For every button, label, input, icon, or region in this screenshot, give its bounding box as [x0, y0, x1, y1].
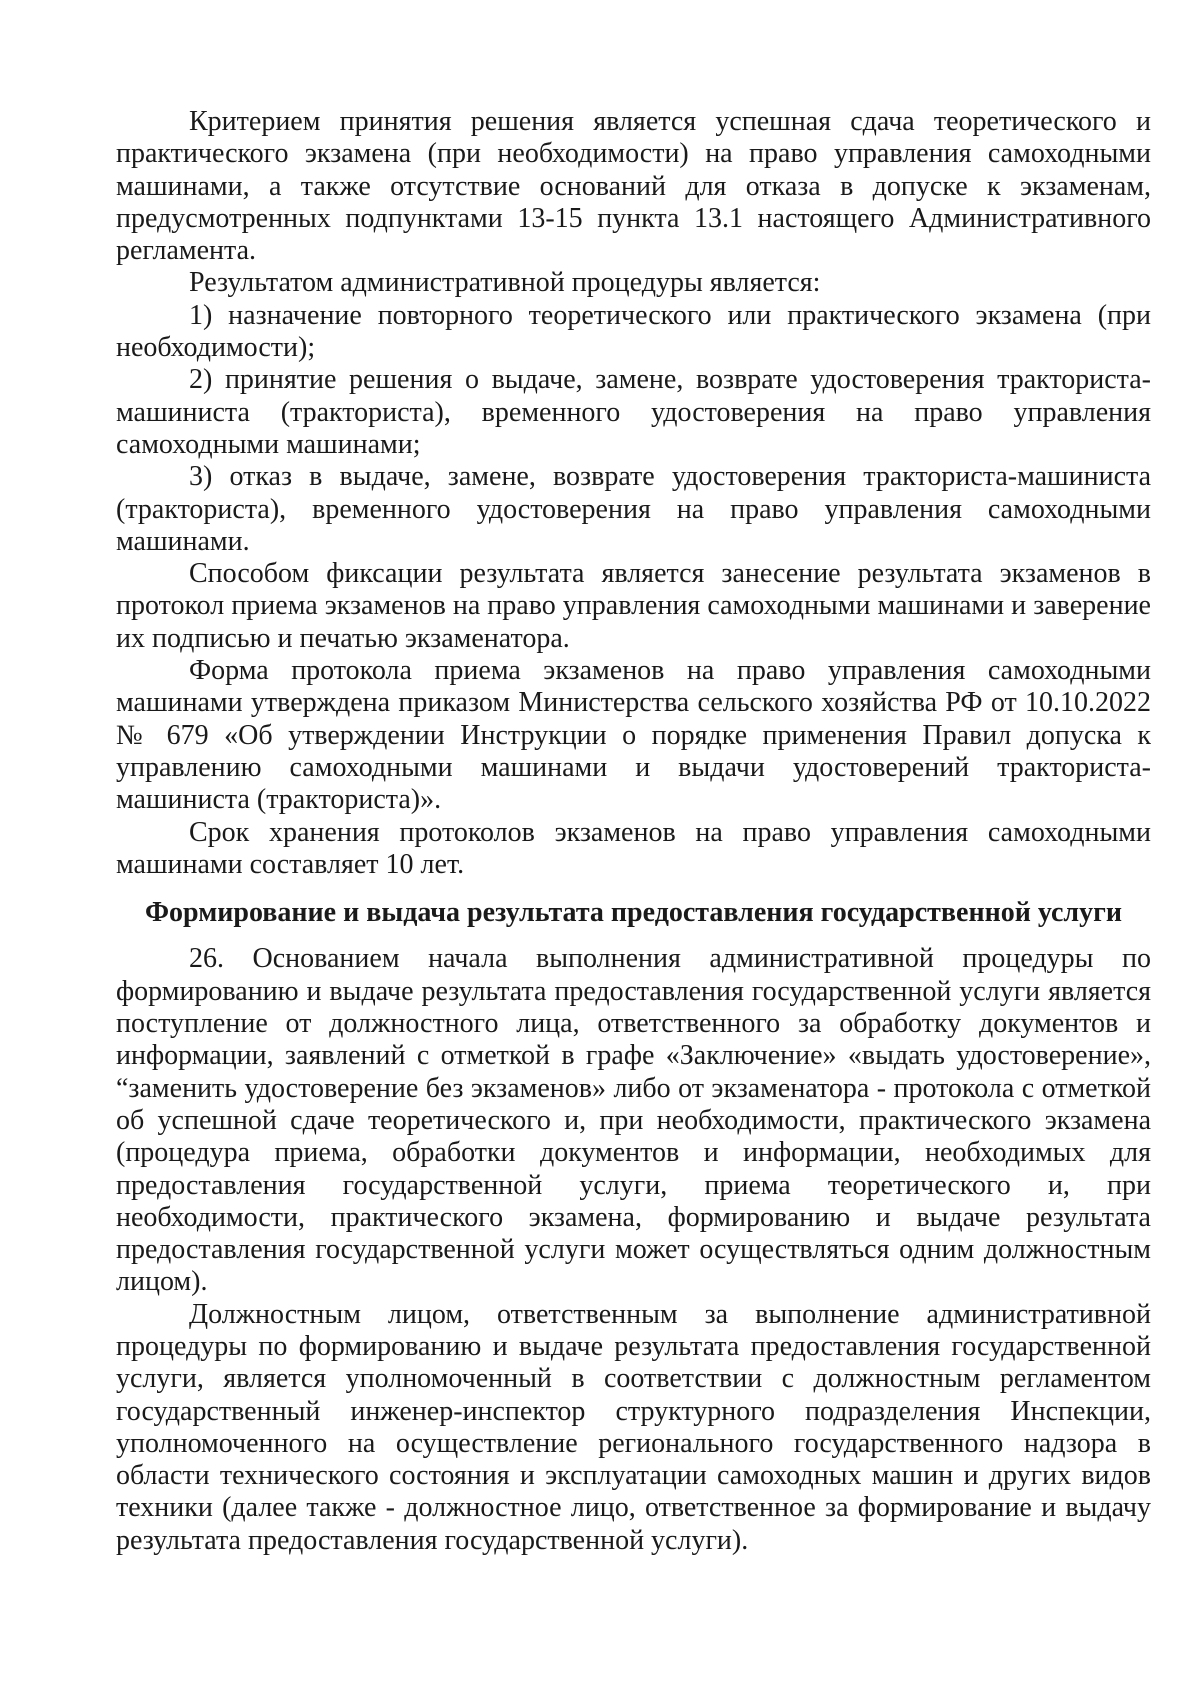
- paragraph-recording-method: Способом фиксации результата является занесение результата экзаменов в протокол приема экзаменов на право управления самоходными машинами и заверение их подписью и печатью экзаменатора.: [116, 558, 1151, 654]
- section-heading: Формирование и выдача результата предоставления государственной услуги: [145, 897, 1122, 929]
- list-item-result-2: 2) принятие решения о выдаче, замене, возврате удостоверения тракториста-машиниста (тракториста), временного удостоверения на право управления самоходными машинами;: [116, 364, 1151, 460]
- list-item-result-3: 3) отказ в выдаче, замене, возврате удостоверения тракториста-машиниста (тракториста), временного удостоверения на право управления самоходными машинами.: [116, 461, 1151, 557]
- paragraph-26-basis: 26. Основанием начала выполнения административной процедуры по формированию и выдаче результата предоставления государственной услуги является поступление от должностного лица, ответственного за обработку документов и информации, заявлений с отметкой в графе «Заключение» «выдать удостоверение», “заменить удостоверение без экзаменов» либо от экзаменатора - протокола с отметкой об успешной сдаче теоретического и, при необходимости, практического экзамена (процедура приема, обработки документов и информации, необходимых для предоставления государственной услуги, приема теоретического и, при необходимости, практического экзамена, формированию и выдаче результата предоставления государственной услуги может осуществляться одним должностным лицом).: [116, 943, 1151, 1298]
- paragraph-procedure-result: Результатом административной процедуры является:: [189, 267, 821, 299]
- paragraph-storage-period: Срок хранения протоколов экзаменов на право управления самоходными машинами составляет 10 лет.: [116, 816, 1151, 880]
- document-page: [116, 106, 1151, 1557]
- list-item-result-1: 1) назначение повторного теоретического или практического экзамена (при необходимости);: [116, 299, 1151, 364]
- paragraph-responsible-official: Должностным лицом, ответственным за выполнение административной процедуры по формированию и выдаче результата предоставления государственной услуги, является уполномоченный в соответствии с должностным регламентом государственный инженер-инспектор структурного подразделения Инспекции, уполномоченного на осуществление регионального государственного надзора в области технического состояния и эксплуатации самоходных машин и других видов техники (далее также - должностное лицо, ответственное за формирование и выдачу результата предоставления государственной услуги).: [116, 1298, 1151, 1556]
- paragraph-protocol-form: Форма протокола приема экзаменов на право управления самоходными машинами утверждена приказом Министерства сельского хозяйства РФ от 10.10.2022 № 679 «Об утверждении Инструкции о порядке применения Правил допуска к управлению самоходными машинами и выдачи удостоверений тракториста-машиниста (тракториста)».: [116, 655, 1151, 816]
- paragraph-decision-criterion: Критерием принятия решения является успешная сдача теоретического и практического экзамена (при необходимости) на право управления самоходными машинами, а также отсутствие оснований для отказа в допуске к экзаменам, предусмотренных подпунктами 13-15 пункта 13.1 настоящего Административного регламента.: [116, 106, 1151, 267]
